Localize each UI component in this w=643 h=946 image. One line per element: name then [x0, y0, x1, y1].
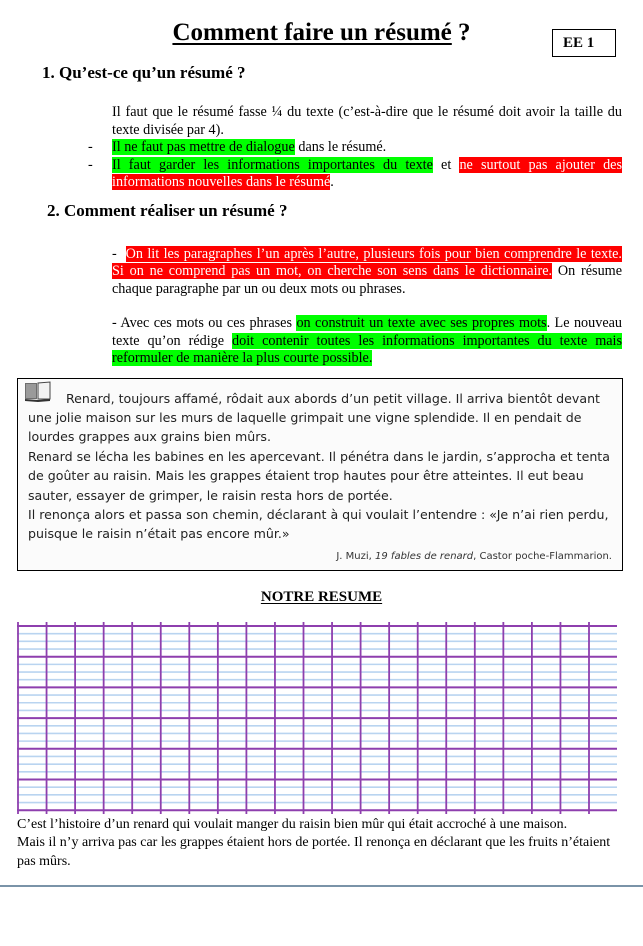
green-highlight: on construit un texte avec ses propres mots: [296, 315, 547, 331]
excerpt-line: une jolie maison sur les murs de laquelle grimpait une vigne splendide. Il en pendait de: [28, 409, 582, 425]
plain-text: .: [330, 174, 334, 190]
page-title-main: Comment faire un résumé: [172, 19, 452, 46]
excerpt-source: [336, 551, 612, 562]
excerpt-line: Il renonça alors et passa son chemin, déclarant à qui voulait l’entendre : «Je n’ai rien perdu,: [28, 506, 609, 522]
excerpt-line: de goûter au raisin. Mais les grappes étaient trop hautes pour être atteintes. Il eut beau: [28, 468, 584, 484]
level-badge: EE 1: [552, 29, 616, 57]
page-title: [0, 18, 643, 48]
paragraph-dash: -: [112, 245, 126, 262]
page-title-suffix: ?: [451, 19, 471, 46]
section2-paragraph-1: [112, 246, 622, 299]
page-bottom-divider: [0, 885, 643, 887]
section2-heading: 2. Comment réaliser un résumé ?: [47, 200, 288, 220]
source-publisher: , Castor poche-Flammarion.: [473, 550, 612, 562]
excerpt-line: Renard se lécha les babines en les apercevant. Il pénétra dans le jardin, s’approcha et tenta: [28, 448, 610, 464]
bullet-dash: -: [88, 156, 93, 173]
red-highlight: On lit les paragraphes l’un après l’autre, plusieurs fois pour bien comprendre le texte. Si on ne comprend pas un mot, on cherche son sens dans le dictionnaire.: [112, 245, 622, 279]
green-highlight: Il faut garder les informations importantes du texte: [112, 156, 433, 173]
summary-line: C’est l’histoire d’un renard qui voulait manger du raisin bien mûr qui était accroché à une maison.: [17, 816, 568, 832]
plain-text: dans le résumé.: [294, 139, 387, 155]
bullet-item: [88, 156, 622, 192]
green-highlight: Il ne faut pas mettre de dialogue: [112, 139, 295, 155]
plain-text: et: [432, 156, 460, 173]
plain-text: On résume chaque paragraphe par un ou deux mots ou phrases.: [112, 263, 622, 297]
excerpt-text: [28, 389, 612, 544]
plain-text: - Avec ces mots ou ces phrases: [112, 315, 297, 331]
summary-text: [17, 816, 617, 872]
title-row: [0, 18, 643, 52]
plain-text: . Le nouveau texte qu’on rédige: [112, 315, 623, 349]
story-excerpt: [17, 378, 623, 571]
section2-paragraph-2: [112, 315, 622, 368]
source-author: J. Muzi,: [336, 550, 376, 562]
green-highlight: doit contenir toutes les informations importantes du texte mais reformuler de manière la plus courte possible.: [112, 332, 623, 366]
seyes-ruled-grid: [17, 622, 617, 814]
bullet-item: [88, 139, 622, 157]
section1-heading: 1. Qu’est-ce qu’un résumé ?: [42, 63, 246, 82]
summary-line: Mais il n’y arriva pas car les grappes étaient hors de portée. Il renonça en déclarant que les fruits n’étaient pas mûrs.: [17, 835, 611, 869]
excerpt-line: lourdes grappes aux grains bien mûrs.: [28, 429, 271, 445]
excerpt-line: puisque le raisin n’était pas encore mûr.»: [28, 526, 290, 542]
excerpt-line: sauter, essayer de grimper, le raisin resta hors de portée.: [28, 487, 393, 503]
red-highlight: ne surtout pas ajouter des informations nouvelles dans le résumé: [112, 156, 622, 190]
source-title: 19 fables de renard: [375, 550, 474, 562]
section1-intro: Il faut que le résumé fasse ¼ du texte (c’est-à-dire que le résumé doit avoir la taille du texte divisée par 4).: [112, 104, 622, 138]
bullet-dash: -: [88, 139, 93, 155]
summary-heading: NOTRE RESUME: [260, 588, 383, 605]
excerpt-line: Renard, toujours affamé, rôdait aux abords d’un petit village. Il arriva bientôt devant: [66, 390, 600, 406]
